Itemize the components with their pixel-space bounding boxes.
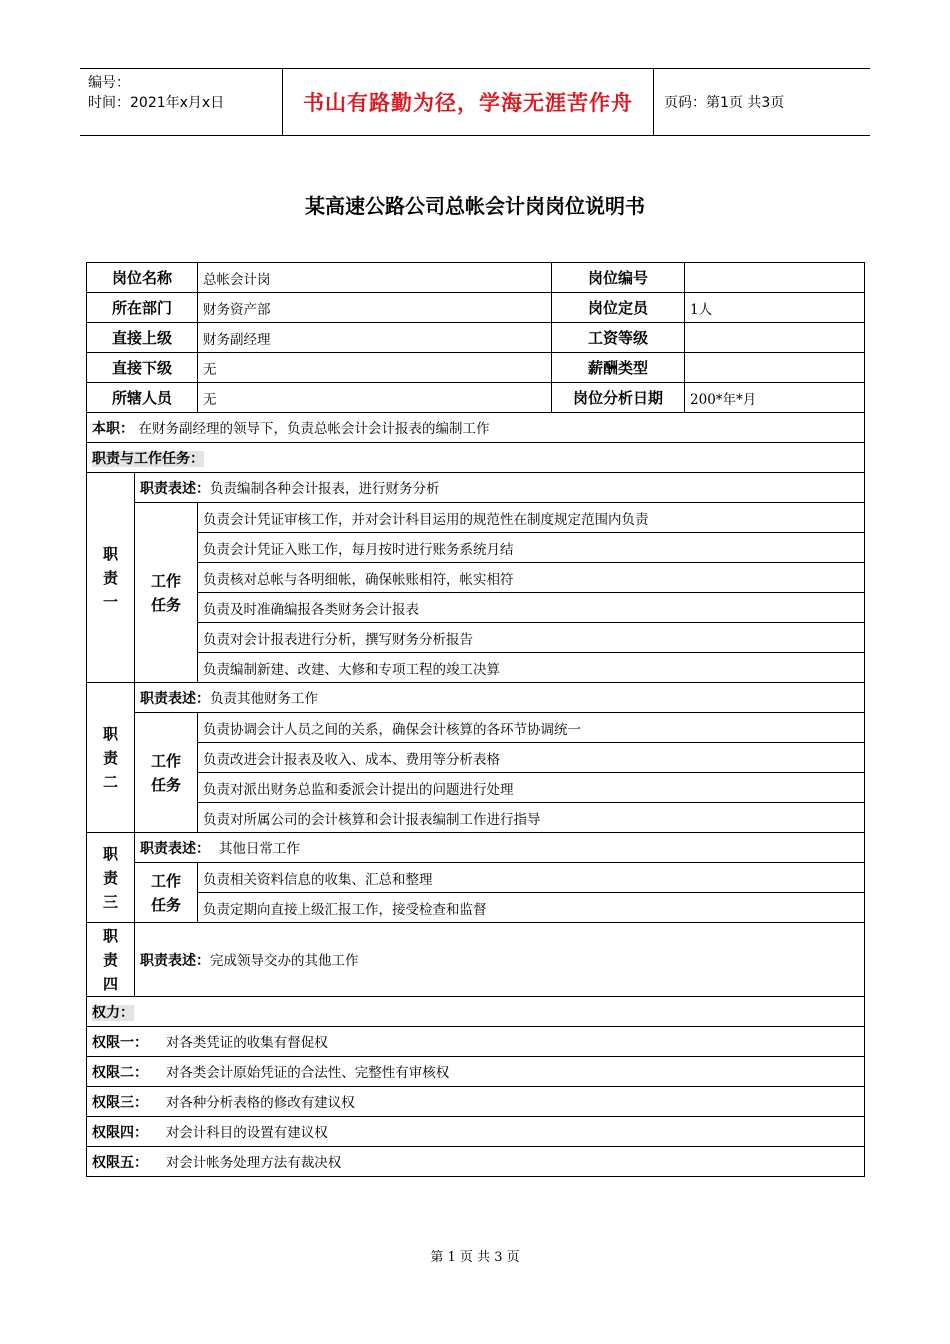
duty-statement-row: [87, 923, 865, 997]
headcount-value: 1人: [685, 293, 865, 323]
header-time: 时间：2021年x月x日: [88, 95, 225, 111]
statement-label: 职责表述：: [140, 953, 210, 969]
task-item: 负责定期向直接上级汇报工作，接受检查和监督: [198, 893, 865, 923]
duty-2-label: 职 责 二: [87, 683, 135, 833]
task-item: 负责编制新建、改建、大修和专项工程的竣工决算: [198, 653, 865, 683]
superior-value: 财务副经理: [198, 323, 552, 353]
task-row: [87, 743, 865, 773]
authority-text: 对各种分析表格的修改有建议权: [165, 1095, 355, 1111]
summary-text: 在财务副经理的领导下，负责总帐会计会计报表的编制工作: [138, 421, 490, 437]
authority-label: 权限一：: [92, 1035, 148, 1051]
page-footer: 第 1 页 共 3 页: [430, 1250, 520, 1265]
duty-3-statement: [135, 833, 865, 863]
statement-text: 负责编制各种会计报表，进行财务分析: [210, 481, 440, 497]
task-item: 负责对所属公司的会计核算和会计报表编制工作进行指导: [198, 803, 865, 833]
authority-row: [87, 1117, 865, 1147]
header-motto: 书山有路勤为径，学海无涯苦作舟: [282, 69, 654, 135]
headcount-label: 岗位定员: [552, 293, 685, 323]
authority-row: [87, 1087, 865, 1117]
task-row: [87, 593, 865, 623]
duty-statement-row: [87, 473, 865, 503]
authority-header-cell: [87, 997, 865, 1027]
document-title: 某高速公路公司总帐会计岗岗位说明书: [305, 194, 645, 218]
task-row: [87, 653, 865, 683]
authority-label: 权限五：: [92, 1155, 148, 1171]
duty-4-label: 职 责 四: [87, 923, 135, 997]
task-row: [87, 503, 865, 533]
statement-label: 职责表述：: [140, 841, 210, 857]
task-item: 负责及时准确编报各类财务会计报表: [198, 593, 865, 623]
task-row: [87, 803, 865, 833]
duties-header: 职责与工作任务：: [92, 450, 204, 467]
task-item: 负责相关资料信息的收集、汇总和整理: [198, 863, 865, 893]
staff-value: 无: [198, 383, 552, 413]
analysis-date-label: 岗位分析日期: [552, 383, 685, 413]
task-row: [87, 533, 865, 563]
superior-label: 直接上级: [87, 323, 198, 353]
info-row: [87, 353, 865, 383]
authority-header: 权力：: [92, 1004, 134, 1021]
authority-text: 对会计科目的设置有建议权: [165, 1125, 328, 1141]
position-name-label: 岗位名称: [87, 263, 198, 293]
info-row: [87, 263, 865, 293]
task-row: [87, 623, 865, 653]
duty-3-tasks-label: 工作 任务: [135, 863, 198, 923]
info-row: [87, 323, 865, 353]
authority-item: [87, 1087, 865, 1117]
statement-text: 负责其他财务工作: [210, 691, 318, 707]
authority-header-row: [87, 997, 865, 1027]
info-row: [87, 293, 865, 323]
authority-item: [87, 1147, 865, 1177]
authority-row: [87, 1027, 865, 1057]
task-item: 负责对会计报表进行分析，撰写财务分析报告: [198, 623, 865, 653]
duties-header-row: [87, 443, 865, 473]
task-row: [87, 563, 865, 593]
statement-label: 职责表述：: [140, 481, 210, 497]
task-row: [87, 713, 865, 743]
duty-2-statement: [135, 683, 865, 713]
job-description-table: [86, 262, 865, 1177]
task-row: [87, 863, 865, 893]
task-row: [87, 893, 865, 923]
authority-item: [87, 1117, 865, 1147]
header-number: 编号：: [88, 75, 130, 91]
department-label: 所在部门: [87, 293, 198, 323]
pay-type-label: 薪酬类型: [552, 353, 685, 383]
statement-text: 完成领导交办的其他工作: [210, 953, 359, 969]
position-no-label: 岗位编号: [552, 263, 685, 293]
duty-statement-row: [87, 833, 865, 863]
duty-1-statement: [135, 473, 865, 503]
duty-2-tasks-label: 工作 任务: [135, 713, 198, 833]
subordinate-label: 直接下级: [87, 353, 198, 383]
task-item: 负责核对总帐与各明细帐，确保帐账相符，帐实相符: [198, 563, 865, 593]
pay-type-value: [685, 353, 865, 383]
task-row: [87, 773, 865, 803]
page-header: [80, 68, 870, 136]
task-item: 负责会计凭证审核工作，并对会计科目运用的规范性在制度规定范围内负责: [198, 503, 865, 533]
task-item: 负责协调会计人员之间的关系，确保会计核算的各环节协调统一: [198, 713, 865, 743]
authority-label: 权限四：: [92, 1125, 148, 1141]
duties-header-cell: [87, 443, 865, 473]
task-item: 负责对派出财务总监和委派会计提出的问题进行处理: [198, 773, 865, 803]
task-item: 负责改进会计报表及收入、成本、费用等分析表格: [198, 743, 865, 773]
authority-text: 对各类凭证的收集有督促权: [165, 1035, 328, 1051]
summary-cell: [87, 413, 865, 443]
info-row: [87, 383, 865, 413]
header-page-info: 页码：第1页 共3页: [664, 95, 785, 111]
authority-label: 权限三：: [92, 1095, 148, 1111]
salary-grade-label: 工资等级: [552, 323, 685, 353]
summary-label: 本职：: [92, 421, 134, 437]
analysis-date-value: 200*年*月: [685, 383, 865, 413]
authority-item: [87, 1027, 865, 1057]
authority-row: [87, 1057, 865, 1087]
statement-text: 其他日常工作: [218, 841, 300, 857]
authority-label: 权限二：: [92, 1065, 148, 1081]
staff-label: 所辖人员: [87, 383, 198, 413]
duty-1-label: 职 责 一: [87, 473, 135, 683]
task-item: 负责会计凭证入账工作，每月按时进行账务系统月结: [198, 533, 865, 563]
department-value: 财务资产部: [198, 293, 552, 323]
authority-text: 对各类会计原始凭证的合法性、完整性有审核权: [165, 1065, 450, 1081]
duty-statement-row: [87, 683, 865, 713]
statement-label: 职责表述：: [140, 691, 210, 707]
authority-item: [87, 1057, 865, 1087]
authority-text: 对会计帐务处理方法有裁决权: [165, 1155, 342, 1171]
header-left: [88, 73, 224, 113]
authority-row: [87, 1147, 865, 1177]
salary-grade-value: [685, 323, 865, 353]
duty-4-statement: [135, 923, 865, 997]
position-name-value: 总帐会计岗: [198, 263, 552, 293]
duty-1-tasks-label: 工作 任务: [135, 503, 198, 683]
position-no-value: [685, 263, 865, 293]
summary-row: [87, 413, 865, 443]
subordinate-value: 无: [198, 353, 552, 383]
duty-3-label: 职 责 三: [87, 833, 135, 923]
